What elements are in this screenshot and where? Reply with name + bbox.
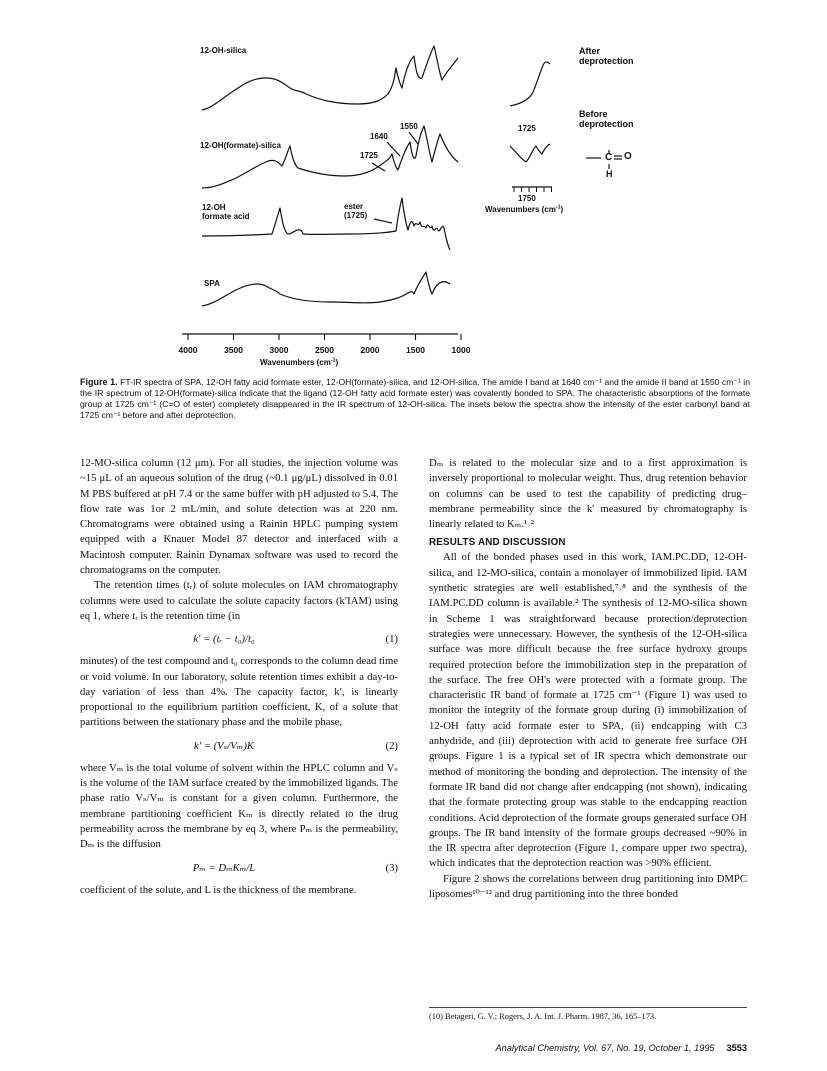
spectrum-spa: [202, 272, 450, 306]
x-tick-label-3500: 3500: [224, 345, 243, 355]
x-tick-label-2000: 2000: [360, 345, 380, 355]
inset-axis-label: Wavenumbers $(cm^{-1})$: [485, 204, 564, 214]
inset-before-label: Before deprotection: [579, 109, 634, 129]
structure-atom-h: H: [606, 169, 613, 179]
section-heading-results: RESULTS AND DISCUSSION: [429, 537, 566, 549]
peak-label-1640: 1640: [370, 132, 388, 141]
caption-text: FT-IR spectra of SPA, 12-OH fatty acid formate ester, 12-OH(formate)-silica, and 12-OH-silica. The amide I band at 1640 cm⁻¹ and the amide II band at 1550 cm⁻¹ in the IR spectrum of 12-OH(formate)-silica indicate that the ligand (12-OH fatty acid formate ester) was covalently bonded to SPA. The characteristic absorptions of the formate group at 1725 cm⁻¹ (C=O of ester) completely disappeared in the IR spectrum of 12-OH-silica. The insets below the spectra show the intensity of the ester carbonyl band at 1725 cm⁻¹ before and after deprotection.: [80, 377, 750, 420]
inset-after-label: After deprotection: [579, 46, 634, 66]
peak-label-1550: 1550: [400, 122, 418, 131]
x-tick-label-4000: 4000: [178, 345, 198, 355]
right-paragraph-2: All of the bonded phases used in this work, IAM.PC.DD, 12-OH-silica, and 12-MO-silica, contain a monolayer of immobilized lipid. IAM synthetic strategies are well established,⁷˒⁸ and the synthesis of the IAM.PC.DD column is available.² The synthesis of 12-MO-silica shown in Scheme 1 was straightforward because protection/deprotection strategies were unnecessary. However, the synthesis of the 12-OH-silica surface was more difficult because the free surface hydroxy groups required protection before the immobilization step in the preparation of the surface. The free OH's were protected with a formate group. The characteristic IR band of formate at 1725 cm⁻¹ (Figure 1) was used to monitor the integrity of the formate group during (i) immobilization of 12-OH fatty acid formate ester to SPA, (ii) endcapping with C3 anhydride, and (iii) deprotection with acid to generate free surface OH groups. Figure 1 is a typical set of IR spectra which demonstrate our method of monitoring the bonding and deprotection. The intensity of the formate IR band did not change after endcapping (not shown), indicating that the formate protecting group was stable to the endcapping reaction conditions. Acid deprotection of the formate groups generated surface OH groups. The IR band intensity of the formate groups decreased ~90% in the IR spectra after deprotection (Figure 1, compare upper two spectra), which indicates that the deprotection reaction was >90% efficient.: [429, 551, 747, 870]
footnote-divider: [429, 1007, 747, 1008]
spectrum-label-spa: SPA: [204, 279, 220, 288]
spectrum-12-oh-formate-silica: [202, 126, 458, 188]
equation-1: [80, 624, 398, 654]
page-footer: [455, 1043, 747, 1053]
equation-1-body: k′ = (tᵣ − t₀)/t₀: [193, 633, 255, 646]
spectrum-label-12-oh-formate-acid: 12-OH formate acid: [202, 203, 250, 221]
inset-before-spectrum: [510, 144, 550, 162]
caption-lead: Figure 1.: [80, 377, 118, 387]
figure-caption: [80, 377, 750, 421]
peak-label-1725: 1725: [360, 151, 378, 160]
journal-citation: Analytical Chemistry, Vol. 67, No. 19, October 1, 1995: [495, 1043, 715, 1053]
equation-3-number: (3): [385, 861, 398, 874]
x-tick-label-1500: 1500: [406, 345, 425, 355]
equation-3-body: Pₘ = DₘKₘ/L: [192, 861, 256, 874]
x-tick-label-2500: 2500: [315, 345, 334, 355]
inset-after-spectrum: [510, 62, 550, 106]
equation-1-number: (1): [385, 633, 398, 646]
equation-3: [80, 853, 398, 883]
figure-1: [160, 38, 680, 368]
left-paragraph-3: minutes) of the test compound and t₀ corresponds to the column dead time or void volume. In our laboratory, solute retention times exhibit a day-to-day variation of less than 4%. The capacity factor, k′, is linearly proportional to the equilibrium partition coefficient, K, of a solute that partitions between the stationary phase and the mobile phase,: [80, 655, 398, 729]
right-paragraph-1: Dₘ is related to the molecular size and to a first approximation is inversely proportional to molecular weight. Thus, drug retention behavior on columns can be used to test the capability of predicting drug–membrane permeability since the k′ measured by chromatography is linearly related to Kₘ.¹˒²: [429, 457, 747, 531]
peak-leader-1640: [387, 142, 400, 156]
peak-leader-ester: [374, 219, 392, 223]
left-paragraph-5: coefficient of the solute, and L is the thickness of the membrane.: [80, 883, 357, 896]
left-paragraph-1: 12-MO-silica column (12 μm). For all studies, the injection volume was ~15 μL of an aqueous solution of the drug (~0.1 μg/μL) dissolved in 0.01 M PBS buffered at pH 7.4 or the same buffer with pH adjusted to 5.4. The flow rate was 1or 2 mL/min, and solute detection was at 220 nm. Chromatograms were obtained using a Rainin HPLC pumping system equipped with a Knauer Model 87 detector and interfaced with a Macintosh computer. Rainin Dynamax software was used to record the chromatograms on the computer.: [80, 457, 398, 577]
spectrum-label-12-oh-formate-silica: 12-OH(formate)-silica: [200, 141, 281, 150]
page-number: 3553: [726, 1043, 747, 1053]
equation-2-body: k′ = (Vₛ/Vₘ)K: [193, 739, 255, 752]
structure-atom-o: O: [624, 151, 632, 162]
left-paragraph-2: The retention times (tᵣ) of solute molecules on IAM chromatography columns were used to calculate the solute capacity factors (k′IAM) using eq 1, where tᵣ is the retention time (in: [80, 579, 398, 622]
right-column: [429, 456, 747, 902]
peak-label-ester: ester (1725): [344, 202, 368, 220]
spectrum-12-oh-silica: [202, 46, 458, 110]
reference-footnote: (10) Betageri, G. V.; Rogers, J. A. Int. J. Pharm. 1987, 36, 165–173.: [429, 1012, 657, 1021]
x-axis-label: Wavenumbers $(cm^{-1})$: [260, 357, 339, 367]
left-column: [80, 456, 398, 898]
formate-structure: [586, 150, 622, 169]
inset-peak-label: 1725: [518, 124, 536, 133]
left-paragraph-4: where Vₘ is the total volume of solvent within the HPLC column and Vₛ is the volume of the IAM surface created by the immobilized ligands. The phase ratio Vₛ/Vₘ is constant for a given column. Furthermore, the membrane partitioning coefficient Kₘ is directly related to the drug permeability across the membrane by eq 3, where Pₘ is the permeability, Dₘ is the diffusion: [80, 761, 398, 851]
structure-atom-c: C: [605, 152, 613, 163]
inset-tick-label: 1750: [518, 194, 536, 203]
x-tick-label-1000: 1000: [451, 345, 471, 355]
equation-2: [80, 731, 398, 761]
equation-2-number: (2): [385, 739, 398, 752]
x-tick-label-3000: 3000: [269, 345, 289, 355]
right-paragraph-3: Figure 2 shows the correlations between drug partitioning into DMPC liposomes¹⁰⁻¹² and drug partitioning into the three bonded: [429, 872, 747, 901]
spectrum-label-12-oh-silica: 12-OH-silica: [200, 46, 247, 55]
